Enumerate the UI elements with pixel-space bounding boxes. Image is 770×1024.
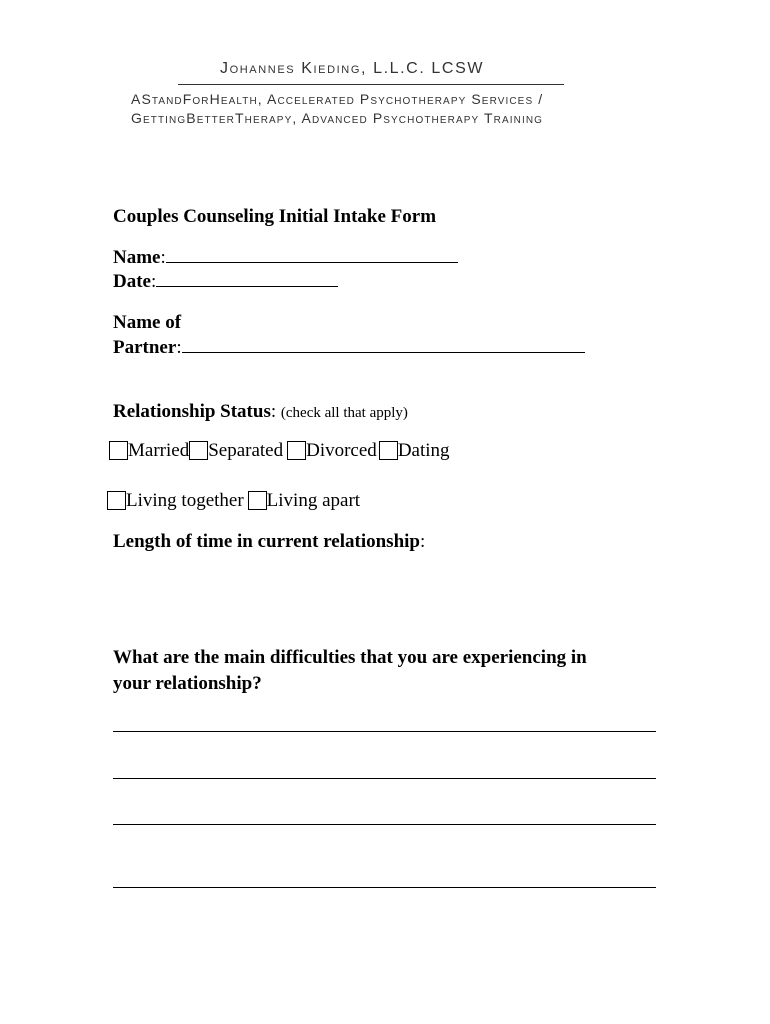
partner-label-text-1: Name of xyxy=(113,312,182,333)
letterhead-line-1: AStandForHealth, Accelerated Psychotherapy Services / xyxy=(131,91,544,107)
living-together-label: Living together xyxy=(126,490,244,511)
status-options-row-1 xyxy=(109,440,450,462)
answer-line-1[interactable] xyxy=(113,731,656,732)
partner-label-line1 xyxy=(113,312,181,334)
option-separated[interactable] xyxy=(189,440,283,462)
difficulties-question-text-2: your relationship? xyxy=(113,673,262,694)
married-checkbox[interactable] xyxy=(109,441,128,460)
difficulties-question-line-2 xyxy=(113,673,262,695)
living-together-checkbox[interactable] xyxy=(107,491,126,510)
living-apart-checkbox[interactable] xyxy=(248,491,267,510)
date-field[interactable]: Date: xyxy=(113,271,338,293)
letterhead-line-2: GettingBetterTherapy, Advanced Psychotherapy Training xyxy=(131,110,544,126)
partner-label: Partner xyxy=(113,337,177,358)
dating-checkbox[interactable] xyxy=(379,441,398,460)
name-field[interactable]: Name: xyxy=(113,247,458,269)
answer-line-2[interactable] xyxy=(113,778,656,779)
length-label: Length of time in current relationship xyxy=(113,531,420,552)
option-living-apart[interactable] xyxy=(248,490,360,512)
separated-label: Separated xyxy=(208,440,284,461)
relationship-status-heading: Relationship Status: (check all that apply) xyxy=(113,401,408,422)
dating-label: Dating xyxy=(397,440,450,461)
difficulties-question-line-1 xyxy=(113,647,587,669)
status-note: (check all that apply) xyxy=(280,405,408,421)
option-living-together[interactable] xyxy=(107,490,244,512)
date-input-line[interactable] xyxy=(156,272,338,287)
option-dating[interactable] xyxy=(379,440,450,462)
letterhead-name: Johannes Kieding, L.L.C. LCSW xyxy=(220,60,485,77)
name-input-line[interactable] xyxy=(166,248,458,263)
date-label: Date xyxy=(113,271,151,292)
option-married[interactable] xyxy=(109,440,189,462)
separated-checkbox[interactable] xyxy=(189,441,208,460)
answer-line-4[interactable] xyxy=(113,887,656,888)
divorced-label: Divorced xyxy=(306,440,377,461)
option-divorced[interactable] xyxy=(287,440,377,462)
length-of-relationship-field[interactable]: Length of time in current relationship: xyxy=(113,531,426,552)
difficulties-question-text-1: What are the main difficulties that you are experiencing in xyxy=(113,647,587,668)
answer-line-3[interactable] xyxy=(113,824,656,825)
partner-field[interactable]: Partner: xyxy=(113,337,585,359)
form-title: Couples Counseling Initial Intake Form xyxy=(113,206,437,227)
status-label: Relationship Status xyxy=(113,401,271,422)
divorced-checkbox[interactable] xyxy=(287,441,306,460)
status-options-row-2 xyxy=(107,490,360,512)
married-label: Married xyxy=(128,440,190,461)
living-apart-label: Living apart xyxy=(266,490,361,511)
partner-input-line[interactable] xyxy=(182,338,585,353)
letterhead-rule xyxy=(178,84,564,85)
name-label: Name xyxy=(113,247,161,268)
